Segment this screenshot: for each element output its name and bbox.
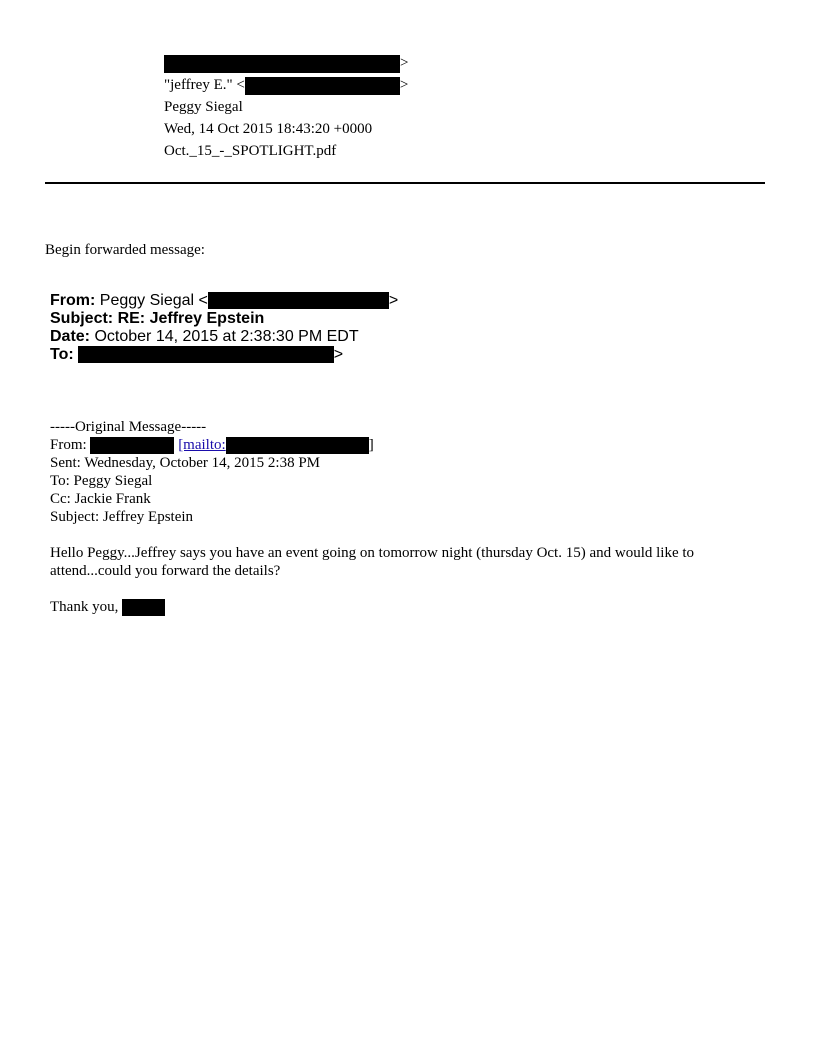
redaction-block (164, 55, 400, 73)
forwarded-from-suffix: > (388, 292, 399, 309)
forwarded-subject-value: RE: Jeffrey Epstein (113, 310, 265, 327)
message-body: Hello Peggy...Jeffrey says you have an event going on tomorrow night (thursday Oct. 15) and would like to attend...could you forward the details? (50, 545, 695, 579)
original-cc-line: Cc: Jackie Frank (50, 491, 151, 507)
forwarded-subject-line (50, 310, 398, 328)
header-divider (45, 182, 765, 184)
message-signoff-line (50, 598, 165, 616)
original-from-prefix: From: (50, 437, 91, 453)
redaction-block (226, 437, 369, 454)
header-to-prefix: "jeffrey E." < (164, 77, 245, 93)
redaction-block (208, 292, 389, 309)
redaction-block (90, 437, 174, 454)
header-to-value (164, 74, 408, 96)
forwarded-from-prefix: Peggy Siegal < (95, 292, 208, 309)
redaction-block (122, 599, 165, 616)
redaction-block (78, 346, 334, 363)
mailto-close: ] (368, 437, 374, 453)
mailto-link[interactable]: [mailto: (178, 437, 226, 453)
original-sent-line: Sent: Wednesday, October 14, 2015 2:38 PM (50, 455, 321, 471)
header-attachments-value[interactable]: Oct._15_-_SPOTLIGHT.pdf (164, 143, 337, 159)
header-from-value (164, 52, 408, 74)
forwarded-to-line (50, 346, 398, 364)
forwarded-date-label: Date: (50, 328, 91, 345)
forwarded-date-value: October 14, 2015 at 2:38:30 PM EDT (90, 328, 359, 345)
forward-intro: Begin forwarded message: (45, 242, 205, 258)
forwarded-from-line (50, 292, 398, 310)
original-separator: -----Original Message----- (50, 419, 207, 435)
original-to-line: To: Peggy Siegal (50, 473, 153, 489)
redaction-block (245, 77, 400, 95)
forwarded-subject-label: Subject: (50, 310, 114, 327)
original-message-header (50, 418, 374, 526)
header-from-suffix: > (400, 55, 409, 71)
forwarded-to-suffix: > (333, 346, 344, 363)
header-date-value: Wed, 14 Oct 2015 18:43:20 +0000 (164, 121, 373, 137)
forwarded-from-label: From: (50, 292, 96, 309)
header-subject-value: Peggy Siegal (164, 99, 243, 115)
message-signoff: Thank you, (50, 599, 123, 615)
forwarded-header (50, 292, 398, 364)
forwarded-to-label: To: (50, 346, 74, 363)
header-to-suffix: > (399, 77, 409, 93)
forwarded-date-line (50, 328, 398, 346)
original-subject-line: Subject: Jeffrey Epstein (50, 509, 194, 525)
original-from-line (50, 436, 374, 454)
